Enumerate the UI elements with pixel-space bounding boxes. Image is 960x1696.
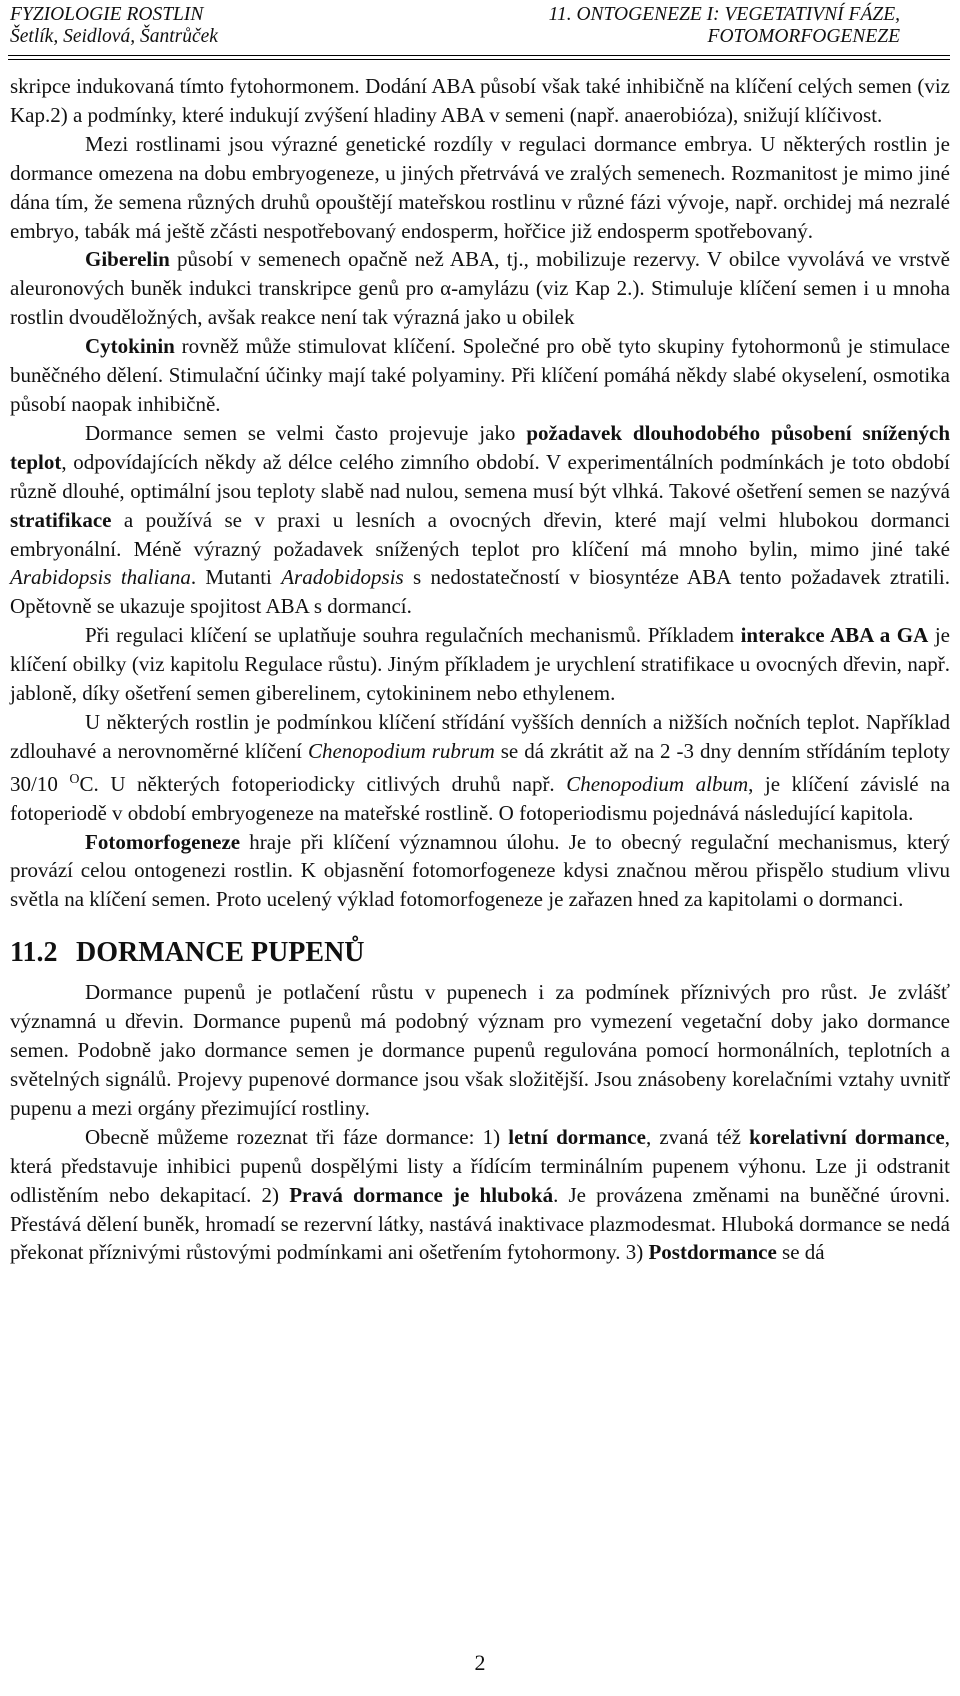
- header-course-title: FYZIOLOGIE ROSTLIN: [10, 4, 204, 25]
- term-cold-requirement: požadavek dlouhodobého působení snížených teplot: [10, 420, 951, 474]
- page-body: [10, 72, 950, 1267]
- term-cytokinin: Cytokinin: [85, 334, 175, 359]
- degree-symbol: O: [69, 771, 80, 787]
- paragraph-cytokinin: Cytokinin rovněž může stimulovat klíčení. Společné pro obě tyto skupiny fytohormonů je stimulace buněčného dělení. Stimulační účinky mají také polyaminy. Při klíčení pomáhá někdy slabé okyselení, osmotika působí naopak inhibičně.: [10, 334, 950, 416]
- page-header: [10, 4, 958, 54]
- species-chenopodium-rubrum: Chenopodium rubrum: [307, 738, 495, 763]
- paragraph-aba-ga-interaction: Při regulaci klíčení se uplatňuje souhra regulačních mechanismů. Příkladem interakce ABA a GA je klíčení obilky (viz kapitolu Regulace růstu). Jiným příkladem je urychlení stratifikace u ovocných dřevin, např. jabloně, díky ošetření semen giberelinem, cytokininem nebo ethylenem.: [10, 623, 950, 706]
- term-summer-dormance: letní dormance: [508, 1124, 646, 1149]
- header-rule-bottom: [8, 59, 950, 60]
- term-postdormance: Postdormance: [648, 1240, 777, 1265]
- paragraph-temperature-alternation: U některých rostlin je podmínkou klíčení střídání vyšších denních a nižších nočních teplot. Například zdlouhavé a nerovnoměrné klíčení Chenopodium rubrum se dá zkrátit až na 2 -3 dny denním střídáním teploty 30/10 $^O$C. U některých fotoperiodicky citlivých druhů např. Chenopodium album, je klíčení závislé na fotoperiodě v období embryogeneze na mateřské rostlině. O fotoperiodismu pojednává následující kapitola.: [10, 709, 950, 825]
- section-heading: [10, 936, 950, 970]
- term-stratification: stratifikace: [10, 507, 112, 532]
- paragraph-aba-germination: skripce indukovaná tímto fytohormonem. Dodání ABA působí však také inhibičně na klíčení celých semen (viz Kap.2) a podmínky, které indukují zvýšení hladiny ABA v semeni (např. anaerobióza), snižují klíčivost.: [10, 74, 950, 127]
- term-true-dormance: Pravá dormance je hluboká: [289, 1182, 554, 1207]
- species-arabidopsis: Arabidopsis thaliana: [10, 565, 191, 590]
- section-number: 11.2: [10, 937, 58, 969]
- header-rule-top: [8, 55, 950, 56]
- header-chapter-title: 11. ONTOGENEZE I: VEGETATIVNÍ FÁZE,: [548, 4, 900, 25]
- page-number: 2: [474, 1650, 486, 1675]
- species-aradobidopsis: Aradobidopsis: [281, 565, 404, 590]
- paragraph-genetic-differences: Mezi rostlinami jsou výrazné genetické rozdíly v regulaci dormance embrya. U některých rostlin je dormance omezena na dobu embryogeneze, u jiných přetrvává ve zralých semenech. Rozmanitost je mimo jiné dána tím, že semena různých druhů opouštějí mateřskou rostlinu v různé fázi vývoje, např. orchidej má nezralé embryo, tabák má ještě zčásti nespotřebovaný endosperm, hořčice již endosperm spotřebovaný.: [10, 131, 950, 243]
- header-authors: Šetlík, Seidlová, Šantrůček: [10, 26, 218, 47]
- paragraph-bud-dormance: Dormance pupenů je potlačení růstu v pupenech i za podmínek příznivých pro růst. Je zvlášť významná u dřevin. Dormance pupenů má podobný význam pro vymezení vegetační doby jako dormance semen. Podobně jako dormance semen je dormance pupenů regulována pomocí hormonálních, teplotních a světelných signálů. Projevy pupenové dormance jsou však složitější. Jsou znásobeny korelačními vztahy uvnitř pupenu a mezi orgány přezimující rostliny.: [10, 980, 950, 1120]
- header-right: [549, 4, 900, 48]
- species-chenopodium-album: Chenopodium album: [566, 771, 749, 796]
- section-title: DORMANCE PUPENŮ: [76, 937, 365, 969]
- term-correlative-dormance: korelativní dormance: [749, 1124, 945, 1149]
- paragraph-photomorphogenesis: Fotomorfogeneze hraje při klíčení významnou úlohu. Je to obecný regulační mechanismus, který provází celou ontogenezi rostlin. K objasnění fotomorfogeneze kdysi značnou měrou přispělo studium vlivu světla na klíčení semen. Proto ucelený výklad fotomorfogeneze je zařazen hned za kapitolami o dormanci.: [10, 829, 950, 912]
- term-aba-ga-interaction: interakce ABA a GA: [740, 623, 929, 648]
- paragraph-gibberellin: Giberelin působí v semenech opačně než ABA, tj., mobilizuje rezervy. V obilce vyvolává ve vrstvě aleuronových buněk indukci transkripce genů pro α-amylázu (viz Kap 2.). Stimuluje klíčení semen i u mnoha rostlin dvouděložných, avšak reakce není tak výrazná jako u obilek: [10, 247, 950, 330]
- paragraph-cold-requirement: Dormance semen se velmi často projevuje jako požadavek dlouhodobého působení snížených teplot, odpovídajících někdy až délce celého zimního období. V experimentálních podmínkách je toto období různě dlouhé, optimální jsou teploty slabě nad nulou, semena musí být vlhká. Takové ošetření semen se nazývá stratifikace a používá se v praxi u lesních a ovocných dřevin, které mají velmi hlubokou dormanci embryonální. Méně výrazný požadavek snížených teplot pro klíčení má mnoho bylin, mimo jiné také Arabidopsis thaliana. Mutanti Aradobidopsis s nedostatečností v biosyntéze ABA tento požadavek ztratili. Opětovně se ukazuje spojitost ABA s dormancí.: [10, 420, 951, 619]
- header-left: [10, 4, 218, 48]
- paragraph-dormance-phases: Obecně můžeme rozeznat tři fáze dormance: 1) letní dormance, zvaná též korelativní dormance, která představuje inhibici pupenů dospělými listy a řídícím terminálním pupenem výhonu. Lze ji odstranit odlistěním nebo dekapitací. 2) Pravá dormance je hluboká. Je provázena změnami na buněčné úrovni. Přestává dělení buněk, hromadí se rezervní látky, nastává inaktivace plazmodesmat. Hluboká dormance se nedá překonat příznivými růstovými podmínkami ani ošetřením fytohormony. 3) Postdormance se dá: [10, 1124, 950, 1265]
- term-gibberellin: Giberelin: [85, 247, 170, 272]
- term-photomorphogenesis: Fotomorfogeneze: [85, 829, 241, 854]
- header-chapter-subtitle: FOTOMORFOGENEZE: [707, 26, 900, 47]
